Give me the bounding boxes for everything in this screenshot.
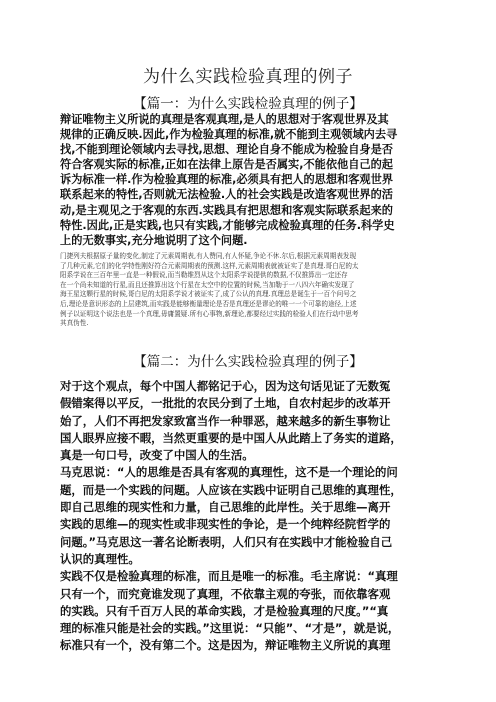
paragraph-line: 辩证唯物主义所说的真理是客观真理,是人的思想对于客观世界及其	[60, 113, 389, 126]
small-paragraph-line: 其真伪性.	[60, 319, 89, 328]
paragraph-line: 找,不能到理论领域内去寻找,思想、理论自身不能成为检验自身是否	[60, 143, 393, 157]
paragraph-line: 的实践。只有千百万人民的革命实践，才是检验真理的尺度。”“真	[60, 603, 389, 618]
paragraph-line: 真是一句口号，改变了中国人的生活。	[60, 448, 254, 463]
paragraph-line: 题，而是一个实践的问题。人应该在实践中证明自己思维的真理性，	[60, 482, 402, 497]
paragraph-line: 实践不仅是检验真理的标准，而且是唯一的标准。毛主席说：“真理	[60, 569, 398, 584]
paragraph-line: 对于这个观点，每个中国人都铭记于心，因为这句话见证了无数冤	[60, 379, 391, 393]
small-paragraph-line: 例子以证明这个说法也是一个真理,毋庸置疑.所有心事物,新理论,都要经过实践的检验人们在行动中思考	[60, 309, 359, 318]
small-paragraph-line: 在一个尚未知道的行星,而且还推算出这个行星在太空中的位置的时候,当加勒于一八四六年确实发现了	[60, 280, 355, 289]
section-1-bold-text	[60, 112, 438, 248]
paragraph-line: 理的标准只能是社会的实践。”这里说：“只能”、“才是”，就是说，	[60, 621, 400, 636]
section-1-small-text	[60, 252, 438, 329]
paragraph-line: 问题。”马克思这一著名论断表明，人们只有在实践中才能检验自己	[60, 534, 393, 549]
paragraph-line: 国人眼界应接不暇，当然更重要的是中国人从此踏上了务实的道路，	[60, 430, 402, 445]
paragraph-line: 认识的真理性。	[60, 551, 140, 566]
paragraph-line: 联系起来的特性,否则就无法检验.人的社会实践是改造客观世界的活	[60, 188, 393, 202]
paragraph-line: 规律的正确反映.因此,作为检验真理的标准,就不能到主观领域内去寻	[60, 128, 398, 142]
paragraph-line: 始了，人们不再把发家致富当作一种罪恶，越来越多的新生事物让	[60, 413, 391, 428]
paragraph-line: 假错案得以平反，一批批的农民分到了土地，自农村起步的改革开	[60, 396, 391, 411]
section-1-heading: 【篇一：为什么实践检验真理的例子】	[133, 96, 363, 112]
paragraph-line: 动,是主观见之于客观的东西.实践具有把思想和客观实际联系起来的	[60, 203, 393, 217]
paragraph-line: 实践的思维—的现实性或非现实性的争论，是一个纯粹经院哲学的	[60, 517, 391, 532]
section-2-heading: 【篇二：为什么实践检验真理的例子】	[133, 354, 363, 370]
small-paragraph-line: 阳系学说在三百年里一直是一种假说,而当勒维烈从这个太阳系学说提供的数据,不仅推算出一定还存	[60, 271, 348, 280]
section-2-bold-text	[60, 378, 438, 655]
small-paragraph-line: 门捷列夫根据原子量的变化,制定了元素周期表,有人赞同,有人怀疑,争论不休.尔后,根据元素周期表发现	[60, 252, 357, 260]
paragraph-line: 上的无数事实,充分地说明了这个问题.	[60, 233, 248, 247]
paragraph-line: 马克思说：“人的思维是否具有客观的真理性，这不是一个理论的问	[60, 465, 398, 480]
small-paragraph-line: 后,理论是意识形态的上层建筑,而实践是能够衡量理论是否是真理还是谬论的唯一一个可靠的途径,上述	[60, 299, 357, 308]
paragraph-line: 特性.因此,正是实践,也只有实践,才能够完成检验真理的任务.科学史	[60, 218, 395, 232]
document-title: 为什么实践检验真理的例子	[143, 67, 353, 87]
paragraph-line: 符合客观实际的标准,正如在法律上原告是否属实,不能依他自己的起	[60, 158, 393, 172]
small-paragraph-line: 海王星这颗行星的时候,哥白尼的太阳系学说才被证实了,成了公认的真理.真理总是诞生于一百个问号之	[60, 290, 357, 299]
paragraph-line: 即自己思维的现实性和力量，自己思维的此岸性。关于思维—离开	[60, 500, 391, 515]
small-paragraph-line: 了几种元素,它们的化学特性刚好符合元素周期表的预测.这样,元素周期表就被证实了是真理.哥白尼的太	[60, 261, 359, 270]
paragraph-line: 只有一个，而究竟谁发现了真理，不依靠主观的夸张，而依靠客观	[60, 586, 391, 601]
paragraph-line: 标准只有一个，没有第二个。这是因为，辩证唯物主义所说的真理	[60, 638, 391, 653]
paragraph-line: 诉为标准一样.作为检验真理的标准,必须具有把人的思想和客观世界	[60, 173, 393, 187]
